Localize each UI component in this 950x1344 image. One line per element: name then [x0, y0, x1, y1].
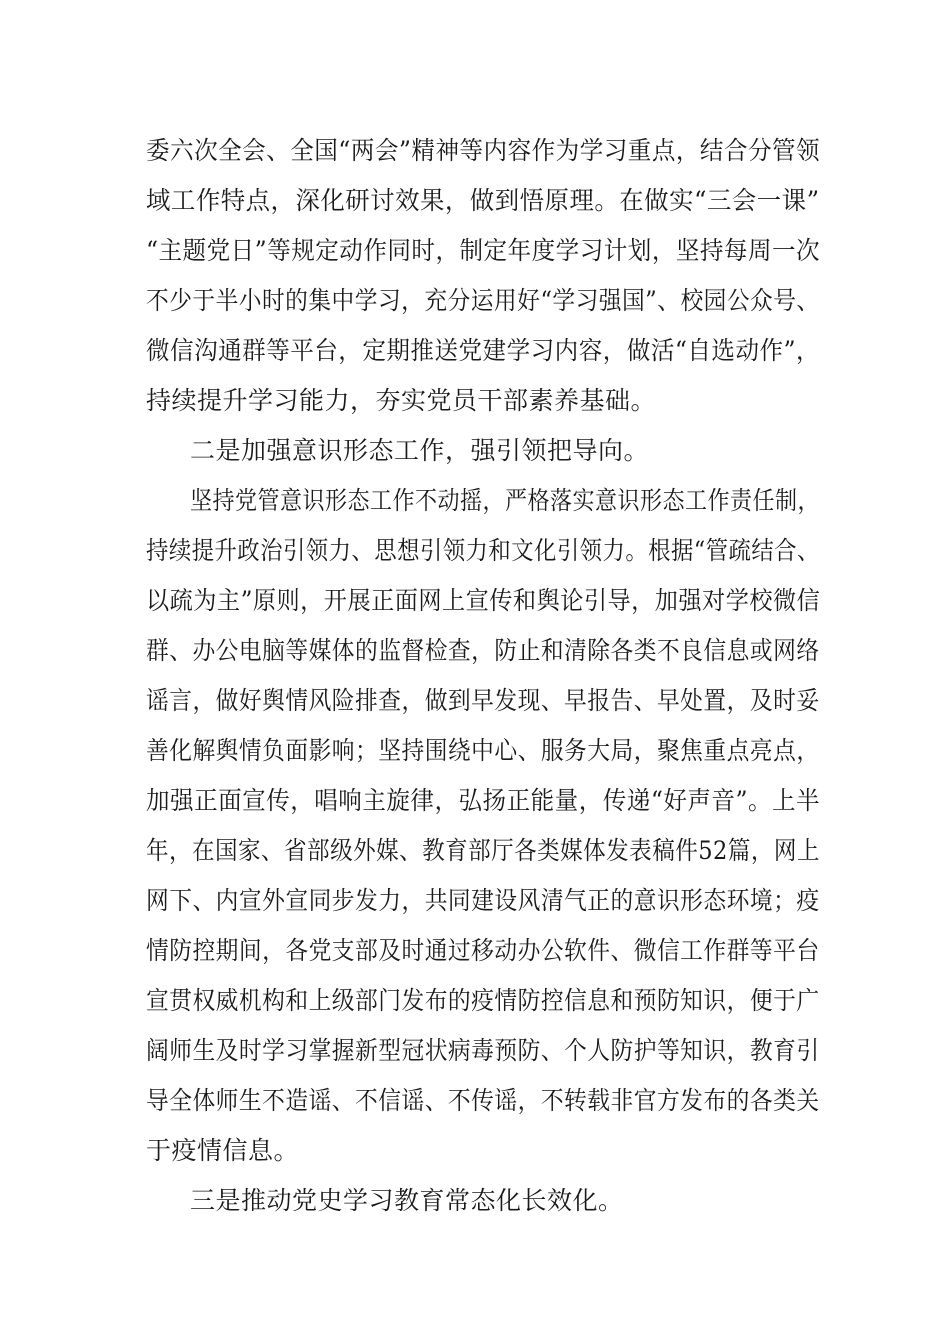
- text-line: 于疫情信息。: [146, 1136, 300, 1165]
- text-line: 年，在国家、省部级外媒、教育部厅各类媒体发表稿件52篇，网上: [146, 836, 820, 865]
- text-line: 群、办公电脑等媒体的监督检查，防止和清除各类不良信息或网络: [146, 636, 820, 665]
- text-line: 微信沟通群等平台，定期推送党建学习内容，做活“自选动作”，: [146, 336, 821, 365]
- paragraph-start-line: 坚持党管意识形态工作不动摇，严格落实意识形态工作责任制，: [190, 486, 821, 515]
- text-line: 情防控期间，各党支部及时通过移动办公软件、微信工作群等平台: [146, 936, 820, 965]
- section-heading: 三是推动党史学习教育常态化长效化。: [190, 1186, 624, 1215]
- text-line: 谣言，做好舆情风险排查，做到早发现、早报告、早处置，及时妥: [146, 686, 820, 715]
- text-line: 宣贯权威机构和上级部门发布的疫情防控信息和预防知识，便于广: [146, 986, 820, 1015]
- text-line: 阔师生及时学习掌握新型冠状病毒预防、个人防护等知识，教育引: [146, 1036, 820, 1065]
- text-line: 导全体师生不造谣、不信谣、不传谣，不转载非官方发布的各类关: [146, 1086, 820, 1115]
- text-line: 持续提升学习能力，夯实党员干部素养基础。: [146, 386, 657, 415]
- text-line: “主题党日”等规定动作同时，制定年度学习计划，坚持每周一次: [146, 236, 821, 265]
- text-line: 加强正面宣传，唱响主旋律，弘扬正能量，传递“好声音”。上半: [146, 786, 821, 815]
- section-heading: 二是加强意识形态工作，强引领把导向。: [190, 436, 650, 465]
- text-line: 持续提升政治引领力、思想引领力和文化引领力。根据“管疏结合、: [146, 536, 820, 565]
- text-line: 委六次全会、全国“两会”精神等内容作为学习重点，结合分管领: [146, 136, 821, 165]
- text-line: 网下、内宣外宣同步发力，共同建设风清气正的意识形态环境；疫: [146, 886, 820, 915]
- text-line: 不少于半小时的集中学习，充分运用好“学习强国”、校园公众号、: [146, 286, 820, 315]
- text-line: 以疏为主”原则，开展正面网上宣传和舆论引导，加强对学校微信: [146, 586, 821, 615]
- text-line: 域工作特点，深化研讨效果，做到悟原理。在做实“三会一课”: [146, 186, 820, 215]
- text-line: 善化解舆情负面影响；坚持围绕中心、服务大局，聚焦重点亮点，: [146, 736, 820, 765]
